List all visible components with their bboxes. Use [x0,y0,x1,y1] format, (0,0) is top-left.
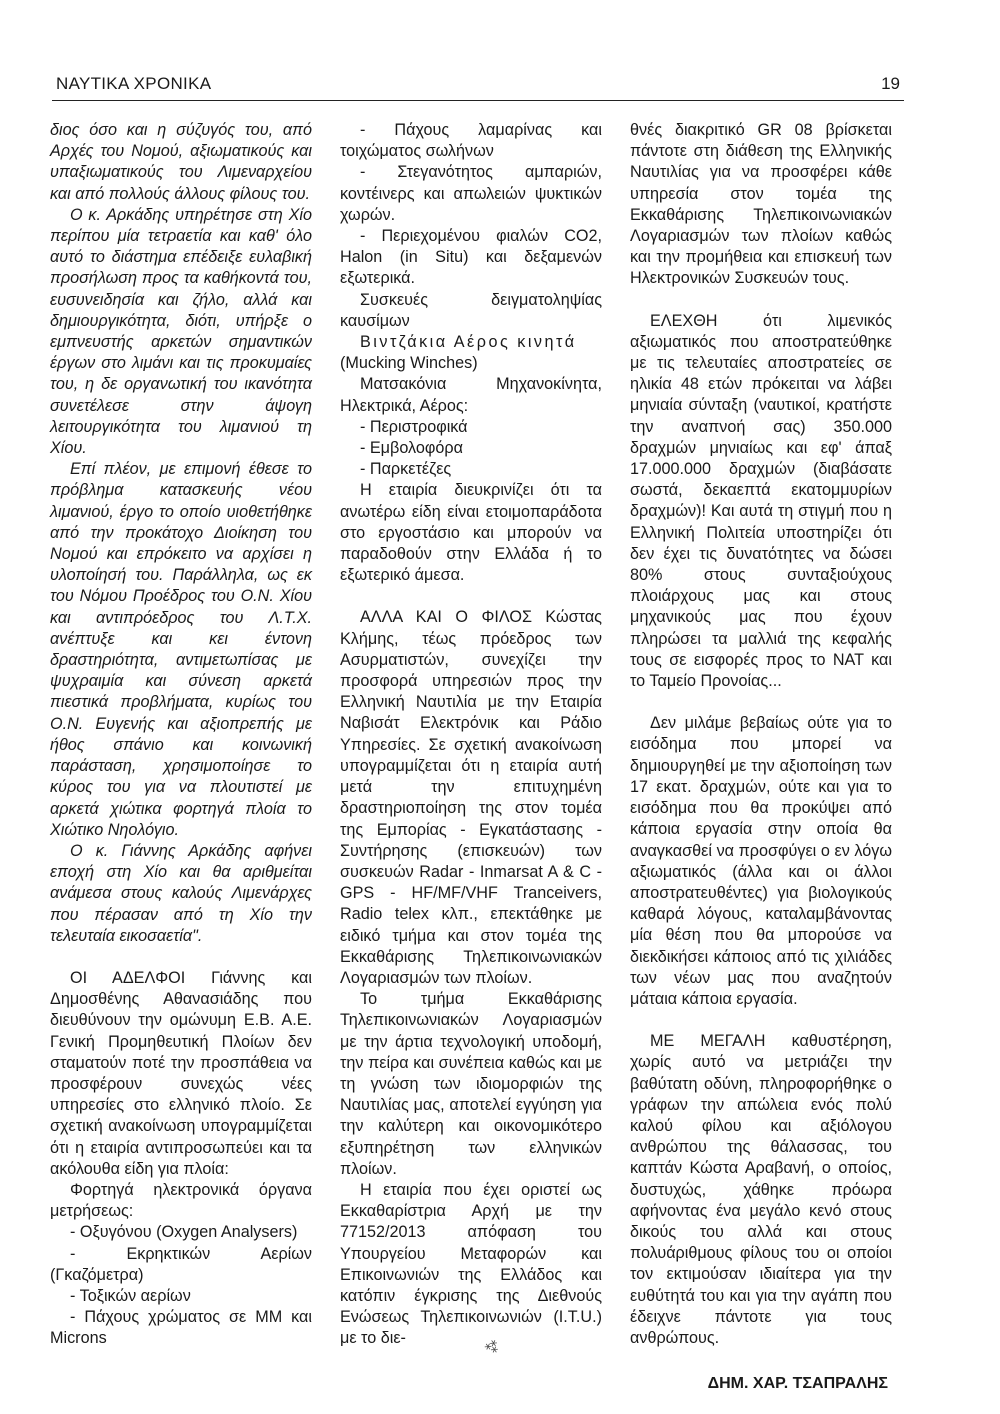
page-number: 19 [881,74,900,93]
list-item: - Πάχους λαμαρίνας και τοιχώματος σωλήνων [340,121,602,161]
page-header [52,70,904,101]
paragraph: Η εταιρία διευκρινίζει ότι τα ανωτέρω είδη είναι ετοιμοπαράδοτα στο εργοστάσιο και μπορούν να παραδοθούν στην Ελλάδα ή το εξωτερικό άμεσα. [340,481,602,585]
column-2 [340,120,602,1350]
list-item: - Παρκετέζες [360,460,452,479]
paragraph: ΕΛΕΧΘΗ ότι λιμενικός αξιωματικός που αποστρατεύθηκε με τις τελευταίες αποστρατείες σε ηλικία 48 ετών πρόκειται να λάβει μηνιαία σύνταξη (ναυτικοί, κρατήστε την αναπνοή σας) 350.000 δραχμών μηνιαίως και εφ' άπαξ 17.000.000 δραχμών (διαβάσατε σωστά, δεκαεπτά εκατομμυρίων δραχμών)! Και αυτά τη στιγμή που η Ελληνική Πολιτεία υποστηρίζει ότι δεν έχει τις δυνατότητες να δώσει 80% στους συνταξιούχους πλοιάρχους μας και στους μηχανικούς μας που έχουν πληρώσει τα μαλλιά της κεφαλής τους σε εισφορές προς το ΝΑΤ και το Ταμείο Προνοίας... [630,311,892,691]
paragraph: Δεν μιλάμε βεβαίως ούτε για το εισόδημα που μπορεί να δημιουργηθεί με την αξιοποίηση των 17 εκατ. δραχμών, ούτε και για το εισόδημα που θα προκύψει από κάποια εργασία στην οποία θα αναγκασθεί να προσφύγει ο εν λόγω αξιωματικός (άλλα και οι άλλοι αποστρατευθέντες) για βιολογικούς καθαρά λόγους, καταλαμβάνοντας μία θέση που θα μπορούσε να διεκδικήσει κάποιος από τις χιλιάδες των νέων μας που αναζητούν μάταια κάποια εργασία. [630,714,892,1008]
column-3 [630,120,892,1394]
paragraph: θνές διακριτικό GR 08 βρίσκεται πάντοτε στη διάθεση της Ελληνικής Ναυτιλίας για να προσφέρει κάθε υπηρεσία στον τομέα της Εκκαθάρισης Τηλεπικοινωνιακών Λογαριασμών των πλοίων καθώς και την προμήθεια και επισκευή των Ηλεκτρονικών Συσκευών τους. [630,121,892,288]
list-item: - Στεγανότητος αμπαριών, κοντέινερς και απωλειών ψυκτικών χωρών. [340,163,602,224]
magazine-title: ΝΑΥΤΙΚΑ ΧΡΟΝΙΚΑ [56,74,212,93]
paragraph: Βιντζάκια Αέρος κινητά [360,333,577,352]
paragraph: διος όσο και η σύζυγός του, από Αρχές του Νομού, αξιωματικούς και υπαξιωματικούς του Λιμεναρχείου και από πολλούς άλλους φίλους του. [50,121,312,203]
paragraph: ΟΙ ΑΔΕΛΦΟΙ Γιάννης και Δημοσθένης Αθανασιάδης που διευθύνουν την ομώνυμη Ε.Β. Α.Ε. Γενική Προμηθευτική Πλοίων δεν σταματούν ποτέ την προσπάθεια να προσφέρουν συνεχώς νέες υπηρεσίες στο ελληνικό πλοίο. Σε σχετική ανακοίνωση υπογραμμίζεται ότι η εταιρία αντιπροσωπεύει και τα ακόλουθα είδη για πλοία: [50,968,312,1178]
column-1 [50,120,312,1350]
paragraph: Ο κ. Γιάννης Αρκάδης αφήνει εποχή στη Χίο και θα αριθμείται ανάμεσα στους καλούς Λιμενάρχες που πέρασαν από τη Χίο την τελευταία εικοσαετία". [50,841,312,945]
paragraph: ΜΕ ΜΕΓΑΛΗ καθυστέρηση, χωρίς αυτό να μετριάζει την βαθύτατη οδύνη, πληροφορήθηκε ο γράφων την απώλεια ενός πολύ καλού φίλου και αξιόλογου ανθρώπου της θάλασσας, του καπτάν Κώστα Αραβανή, ο οποίος, δυστυχώς, χάθηκε πρόωρα αφήνοντας ένα μεγάλο κενό στους δικούς του αλλά και στους πολυάριθμους φίλους του οι οποίοι τον εκτιμούσαν ιδιαίτερα για την ευθύτητά του και για την αγάπη που έδειχνε πάντοτε για τους ανθρώπους. [630,1032,892,1347]
paragraph: ΑΛΛΑ ΚΑΙ Ο ΦΙΛΟΣ Κώστας Κλήμης, τέως πρόεδρος των Ασυρματιστών, συνεχίζει την προσφορά υπηρεσιών προς την Ελληνική Ναυτιλία με την Εταιρία Ναβισάτ Ελεκτρόνικ και Ράδιο Υπηρεσίες. Σε σχετική ανακοίνωση υπογραμμίζεται ότι η εταιρία αυτή μετά την επιτυχημένη δραστηριοποίηση της στον τομέα της Εμπορίας - Εγκατάστασης - Συντήρησης (επισκευών) των συσκευών Radar - Inmarsat A & C - GPS - HF/MF/VHF Tranceivers, Radio telex κλπ., επεκτάθηκε με ειδικό τμήμα και στον τομέα της Εκκαθάρισης Τηλεπικοινωνιακών Λογαριασμών των πλοίων. [340,608,602,987]
paragraph: Το τμήμα Εκκαθάρισης Τηλεπικοινωνιακών Λογαριασμών με την άρτια τεχνολογική υποδομή, την πείρα και συνέπεια καθώς και με τη γνώση των ιδιομορφιών της Ναυτιλίας μας, αποτελεί εγγύηση για την καλύτερη και οικονομικότερο εξυπηρέτηση των ελληνικών πλοίων. [340,990,602,1178]
paragraph: Συσκευές δειγματοληψίας καυσίμων [340,290,602,330]
paragraph: (Mucking Winches) [340,354,478,373]
paragraph: Ο κ. Αρκάδης υπηρέτησε στη Χίο περίπου μία τετραετία και καθ' όλο αυτό το διάστημα επέδειξε ευλαβική προσήλωση προς τα καθήκοντά του, ευσυνειδησία και ζήλο, αλλά και δημιουργικότητα, διότι, υπήρξε ο εμπνευστής αρκετών σημαντικών έργων στο λιμάνι και τις προκυμαίες του, η δε οργανωτική του ικανότητα συνετέλεσε στην άψογη λειτουργικότητα του λιμανιού τη Χίου. [50,205,312,458]
list-item: - Οξυγόνου (Oxygen Analysers) [70,1223,298,1242]
list-item: - Τοξικών αερίων [70,1286,191,1305]
paragraph: Ματσακόνια Μηχανοκίνητα, Ηλεκτρικά, Αέρος: [340,375,602,415]
paragraph: Επί πλέον, με επιμονή έθεσε το πρόβλημα κατασκευής νέου λιμανιού, έργο το οποίο υιοθετήθηκε από την προκάτοχο Διοίκηση του Νομού και επρόκειτο να αρχίσει η υλοποίησή του. Παράλληλα, ως εκ του Νόμου Προέδρος του Ο.Ν. Χίου και αντιπρόεδρος του Λ.Τ.Χ. ανέπτυξε και κει έντονη δραστηριότητα, αντιμετωπίσας με ψυχραιμία και σύνεση αρκετά πιεστικά προβλήματα, κυρίως του Ο.Ν. Ευγενής και αξιοπρεπής με ήθος σπάνιο και κοινωνική παράσταση, χρησιμοποίησε το κύρος του για να πλουτιστεί με αρκετά χιώτικα φορτηγά πλοία το Χιώτικο Νηολόγιο. [50,460,312,839]
list-item: - Περιστροφικά [360,417,468,436]
list-item: - Εκρηκτικών Αερίων (Γκαζόμετρα) [50,1244,312,1284]
scan-mark-icon: ⁂ [482,1335,502,1357]
paragraph: Η εταιρία που έχει οριστεί ως Εκκαθαρίστρια Αρχή με την 77152/2013 απόφαση του Υπουργείου Μεταφορών και Επικοινωνιών της Ελλάδος και κατόπιν έγκρισης της Διεθνούς Ενώσεως Τηλεπικοινωνιών (Ι.Τ.U.) με το διε- [340,1180,602,1348]
paragraph: Φορτηγά ηλεκτρονικά όργανα μετρήσεως: [50,1180,312,1221]
list-item: - Πάχους χρώματος σε ΜΜ και Microns [50,1308,312,1348]
list-item: - Περιεχομένου φιαλών CO2, Halon (in Situ) και δεξαμενών εξωτερικά. [340,227,602,288]
author-signature: ΔΗΜ. ΧΑΡ. ΤΣΑΠΡΑΛΗΣ [707,1375,888,1393]
list-item: - Εμβολοφόρα [360,439,463,458]
